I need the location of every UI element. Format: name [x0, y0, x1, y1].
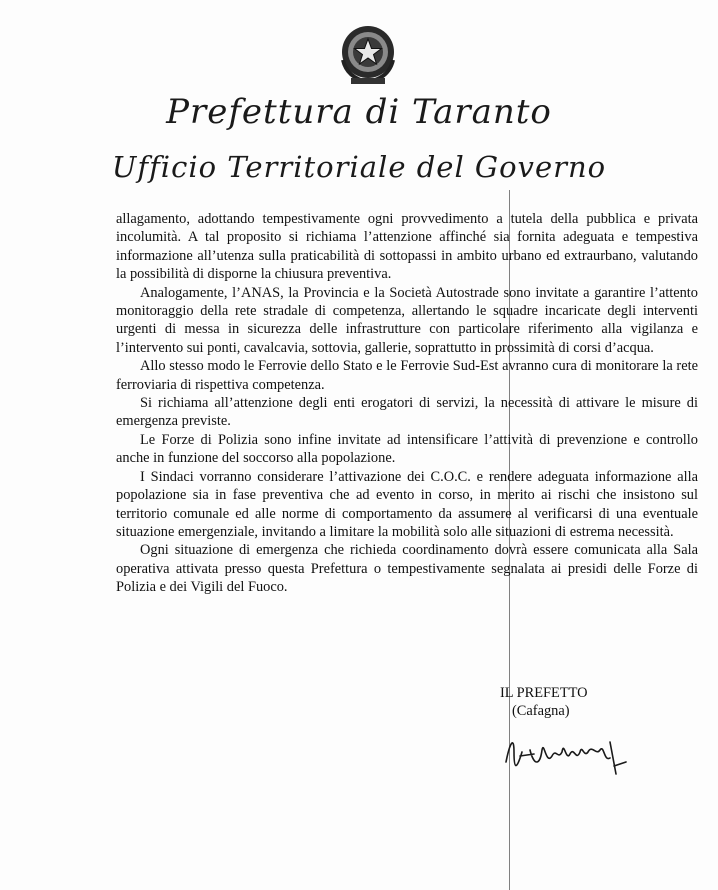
signatory-title: IL PREFETTO	[500, 685, 588, 701]
letter-body	[116, 210, 698, 597]
paragraph-4: Si richiama all’attenzione degli enti erogatori di servizi, la necessità di attivare le misure di emergenza previste.	[116, 395, 698, 430]
italian-republic-emblem-icon	[337, 20, 399, 88]
signature-block	[500, 684, 640, 720]
paragraph-2: Analogamente, l’ANAS, la Provincia e la Società Autostrade sono invitate a garantire l’attento monitoraggio della rete stradale di competenza, allertando le squadre incaricate degli interventi urgenti di messa in sicurezza delle infrastrutture con particolare riferimento alla vigilanza e l’intervento sui ponti, cavalcavia, sottovia, gallerie, soprattutto in prossimità di corsi d’acqua.	[116, 284, 698, 356]
paragraph-3: Allo stesso modo le Ferrovie dello Stato e le Ferrovie Sud-Est avranno cura di monitorare la rete ferroviaria di rispettiva competenza.	[116, 358, 698, 393]
handwritten-signature	[500, 722, 630, 778]
paragraph-1: allagamento, adottando tempestivamente ogni provvedimento a tutela della pubblica e privata incolumità. A tal proposito si richiama l’attenzione affinché sia fornita adeguata e tempestiva informazione all’utenza sulla praticabilità di sottopassi in ambito urbano ed extraurbano, valutando la possibilità di disporne la chiusura preventiva.	[116, 211, 698, 283]
ufficio-subheading: Ufficio Territoriale del Governo	[111, 150, 607, 184]
paragraph-7: Ogni situazione di emergenza che richieda coordinamento dovrà essere comunicata alla Sala operativa attivata presso questa Prefettura o tempestivamente segnalata ai presidi delle Forze di Polizia e dei Vigili del Fuoco.	[116, 542, 698, 596]
paragraph-6: I Sindaci vorranno considerare l’attivazione dei C.O.C. e rendere adeguata informazione alla popolazione sia in fase preventiva che ad evento in corso, in merito ai rischi che insistono sul territorio comunale ed alle norme di comportamento da assumere al verificarsi di una eventuale situazione emergenziale, invitando a limitare la mobilità solo alle situazioni di estrema necessità.	[116, 468, 698, 540]
signatory-name: (Cafagna)	[512, 703, 570, 719]
paragraph-5: Le Forze di Polizia sono infine invitate ad intensificare l’attività di prevenzione e controllo anche in funzione del soccorso alla popolazione.	[116, 431, 698, 467]
prefettura-heading: Prefettura di Taranto	[166, 92, 552, 132]
